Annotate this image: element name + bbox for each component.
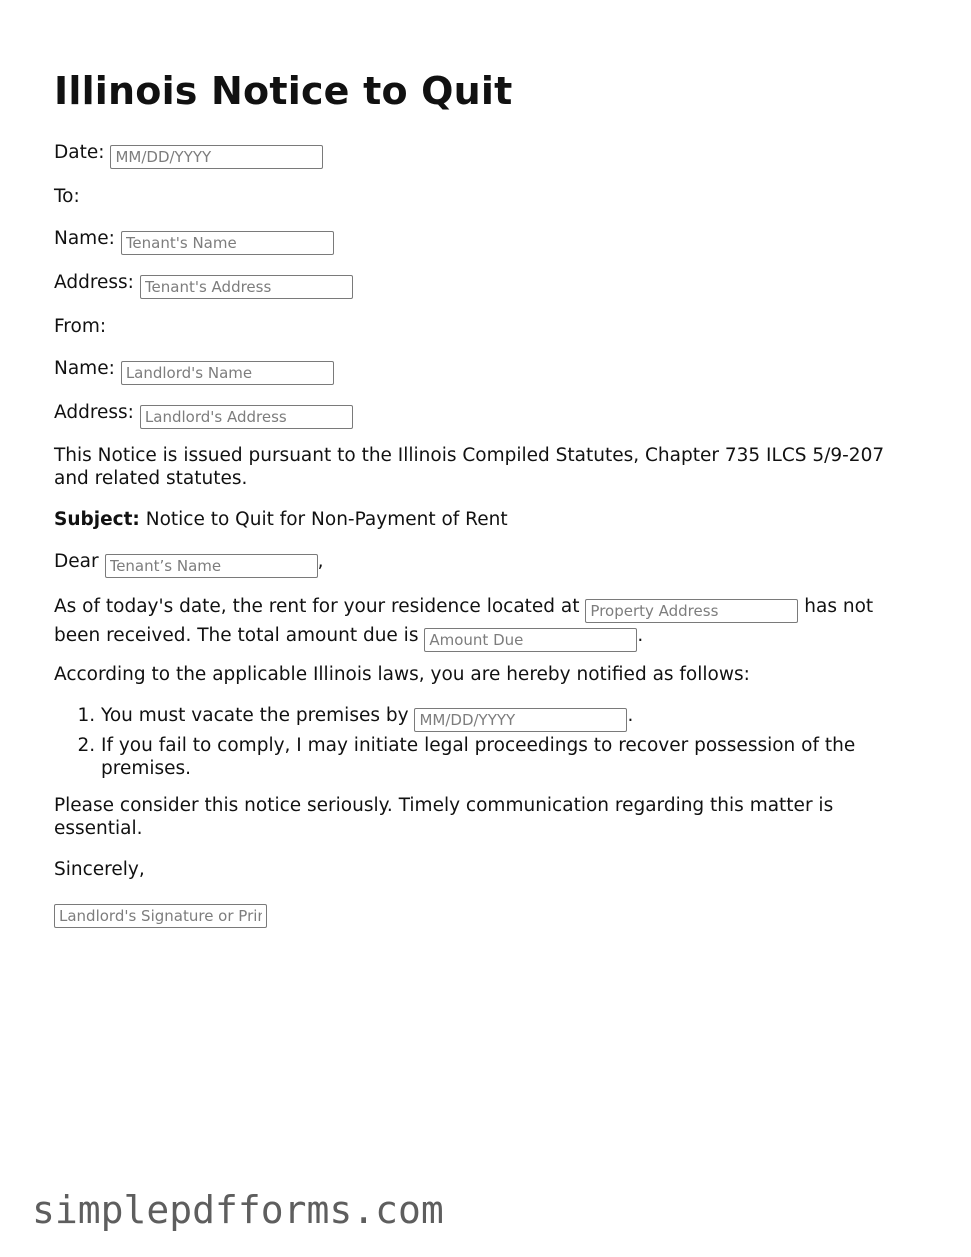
closing-paragraph: Please consider this notice seriously. Timely communication regarding this matter is essential. [54,795,834,839]
tenant-address-row [54,271,353,299]
watermark: simplepdfforms.com [32,1188,444,1232]
salutation-tenant-name-input[interactable] [105,554,318,578]
landlord-name-row [54,357,334,385]
vacate-period: . [627,705,634,726]
amount-due-input[interactable] [424,628,637,652]
landlord-address-input[interactable] [140,405,353,429]
date-input[interactable] [110,145,323,169]
landlord-name-input[interactable] [121,361,334,385]
sign-off: Sincerely, [54,859,145,880]
tenant-name-row [54,227,334,255]
from-heading: From: [54,316,107,337]
tenant-address-label: Address: [54,272,134,293]
rent-text-2: has not been received. The total amount due is [54,596,874,646]
laws-intro: According to the applicable Illinois laws, you are hereby notified as follows: [54,664,750,685]
tenant-address-input[interactable] [140,275,353,299]
salutation-text: Dear [54,551,99,572]
legal-proceedings-text: If you fail to comply, I may initiate legal proceedings to recover possession of the premises. [101,735,856,779]
page-title: Illinois Notice to Quit [54,69,513,113]
subject-text: Notice to Quit for Non-Payment of Rent [139,509,508,530]
date-row [54,141,323,169]
rent-paragraph [54,594,914,652]
landlord-address-row [54,401,353,429]
landlord-name-label: Name: [54,358,115,379]
salutation-line [54,550,323,578]
notice-items-list [54,704,921,782]
vacate-date-input[interactable] [414,708,627,732]
rent-text-1: As of today's date, the rent for your residence located at [54,596,580,617]
signature-input[interactable] [54,904,267,928]
property-address-input[interactable] [585,599,798,623]
statute-paragraph: This Notice is issued pursuant to the Illinois Compiled Statutes, Chapter 735 ILCS 5/9-207 and related statutes. [54,445,885,489]
tenant-name-input[interactable] [121,231,334,255]
to-heading: To: [54,186,80,207]
salutation-comma: , [317,551,324,572]
list-item [101,734,921,780]
landlord-address-label: Address: [54,402,134,423]
vacate-text: You must vacate the premises by [101,705,409,726]
list-item [101,704,921,732]
subject-line [54,508,508,531]
signature-row [54,900,267,928]
tenant-name-label: Name: [54,228,115,249]
rent-text-3: . [637,625,644,646]
date-label: Date: [54,142,105,163]
subject-label: Subject: [54,509,140,530]
